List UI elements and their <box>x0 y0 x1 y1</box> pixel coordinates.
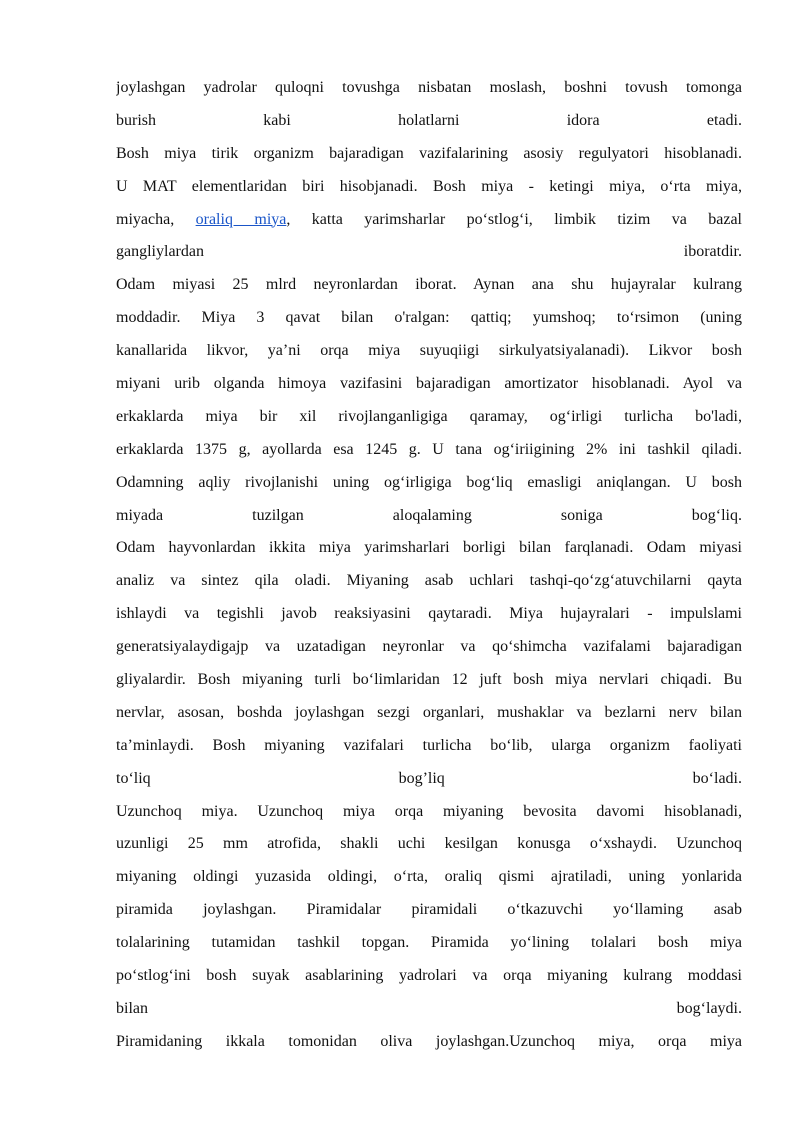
text-line-with-link <box>116 204 742 237</box>
text-line: Piramidaning ikkala tomonidan oliva joylashgan.Uzunchoq miya, orqa miya <box>116 1032 742 1050</box>
text-line: Bosh miya tirik organizm bajaradigan vazifalarining asosiy regulyatori hisoblanadi. <box>116 144 742 162</box>
text-line: tolalarining tutamidan tashkil topgan. Piramida yo‘lining tolalari bosh miya <box>116 934 742 952</box>
text-line: generatsiyalaydigajp va uzatadigan neyronlar va qo‘shimcha vazifalami bajaradigan <box>116 638 742 656</box>
text-line: miyaning oldingi yuzasida oldingi, o‘rta, oraliq qismi ajratiladi, uning yonlarida <box>116 868 742 886</box>
text-line: erkaklarda miya bir xil rivojlanganligiga qaramay, og‘irligi turlicha bo'ladi, <box>116 407 742 425</box>
text-line: gliyalardir. Bosh miyaning turli bo‘limlaridan 12 juft bosh miya nervlari chiqadi. Bu <box>116 671 742 689</box>
text-line: uzunligi 25 mm atrofida, shakli uchi kesilgan konusga o‘xshaydi. Uzunchoq <box>116 835 742 853</box>
text-line: Odamning aqliy rivojlanishi uning og‘irligiga bog‘liq emasligi aniqlangan. U bosh <box>116 473 742 491</box>
text-line: bilan bog‘laydi. <box>116 999 742 1017</box>
oraliq-miya-link[interactable]: oraliq miya <box>195 210 287 228</box>
text-line: erkaklarda 1375 g, ayollarda esa 1245 g. U tana og‘iriigining 2% ini tashkil qiladi. <box>116 440 742 458</box>
text-line: moddadir. Miya 3 qavat bilan o'ralgan: qattiq; yumshoq; to‘rsimon (uning <box>116 309 742 327</box>
text-line: gangliylardan iboratdir. <box>116 243 742 261</box>
text-line: po‘stlog‘ini bosh suyak asablarining yadrolari va orqa miyaning kulrang moddasi <box>116 967 742 985</box>
text-line: nervlar, asosan, boshda joylashgan sezgi organlari, mushaklar va bezlarni nerv bilan <box>116 703 742 721</box>
text-line: miyani urib olganda himoya vazifasini bajaradigan amortizator hisoblanadi. Ayol va <box>116 375 742 393</box>
text-line: U MAT elementlaridan biri hisobjanadi. Bosh miya - ketingi miya, o‘rta miya, <box>116 177 742 195</box>
text-line: miyada tuzilgan aloqalaming soniga bog‘liq. <box>116 506 742 524</box>
text-line: ishlaydi va tegishli javob reaksiyasini qaytaradi. Miya hujayralari - impulslami <box>116 605 742 623</box>
text-line: kanallarida likvor, ya’ni orqa miya suyuqiigi sirkulyatsiyalanadi). Likvor bosh <box>116 342 742 360</box>
text-segment: miyacha, <box>116 210 196 228</box>
text-line: joylashgan yadrolar quloqni tovushga nisbatan moslash, boshni tovush tomonga <box>116 79 742 96</box>
text-line: burish kabi holatlarni idora etadi. <box>116 111 742 129</box>
text-line: analiz va sintez qila oladi. Miyaning asab uchlari tashqi-qo‘zg‘atuvchilarni qayta <box>116 572 742 590</box>
text-line: Odam hayvonlardan ikkita miya yarimsharlari borligi bilan farqlanadi. Odam miyasi <box>116 539 742 557</box>
document-page <box>116 72 742 1059</box>
text-line: Odam miyasi 25 mlrd neyronlardan iborat. Aynan ana shu hujayralar kulrang <box>116 276 742 294</box>
text-line: to‘liq bog’liq bo‘ladi. <box>116 769 742 787</box>
text-segment: , katta yarimsharlar po‘stlog‘i, limbik tizim va bazal <box>286 210 742 228</box>
text-line: Uzunchoq miya. Uzunchoq miya orqa miyaning bevosita davomi hisoblanadi, <box>116 802 742 820</box>
text-line: piramida joylashgan. Piramidalar piramidali o‘tkazuvchi yo‘llaming asab <box>116 901 742 919</box>
text-line: ta’minlaydi. Bosh miyaning vazifalari turlicha bo‘lib, ularga organizm faoliyati <box>116 736 742 754</box>
